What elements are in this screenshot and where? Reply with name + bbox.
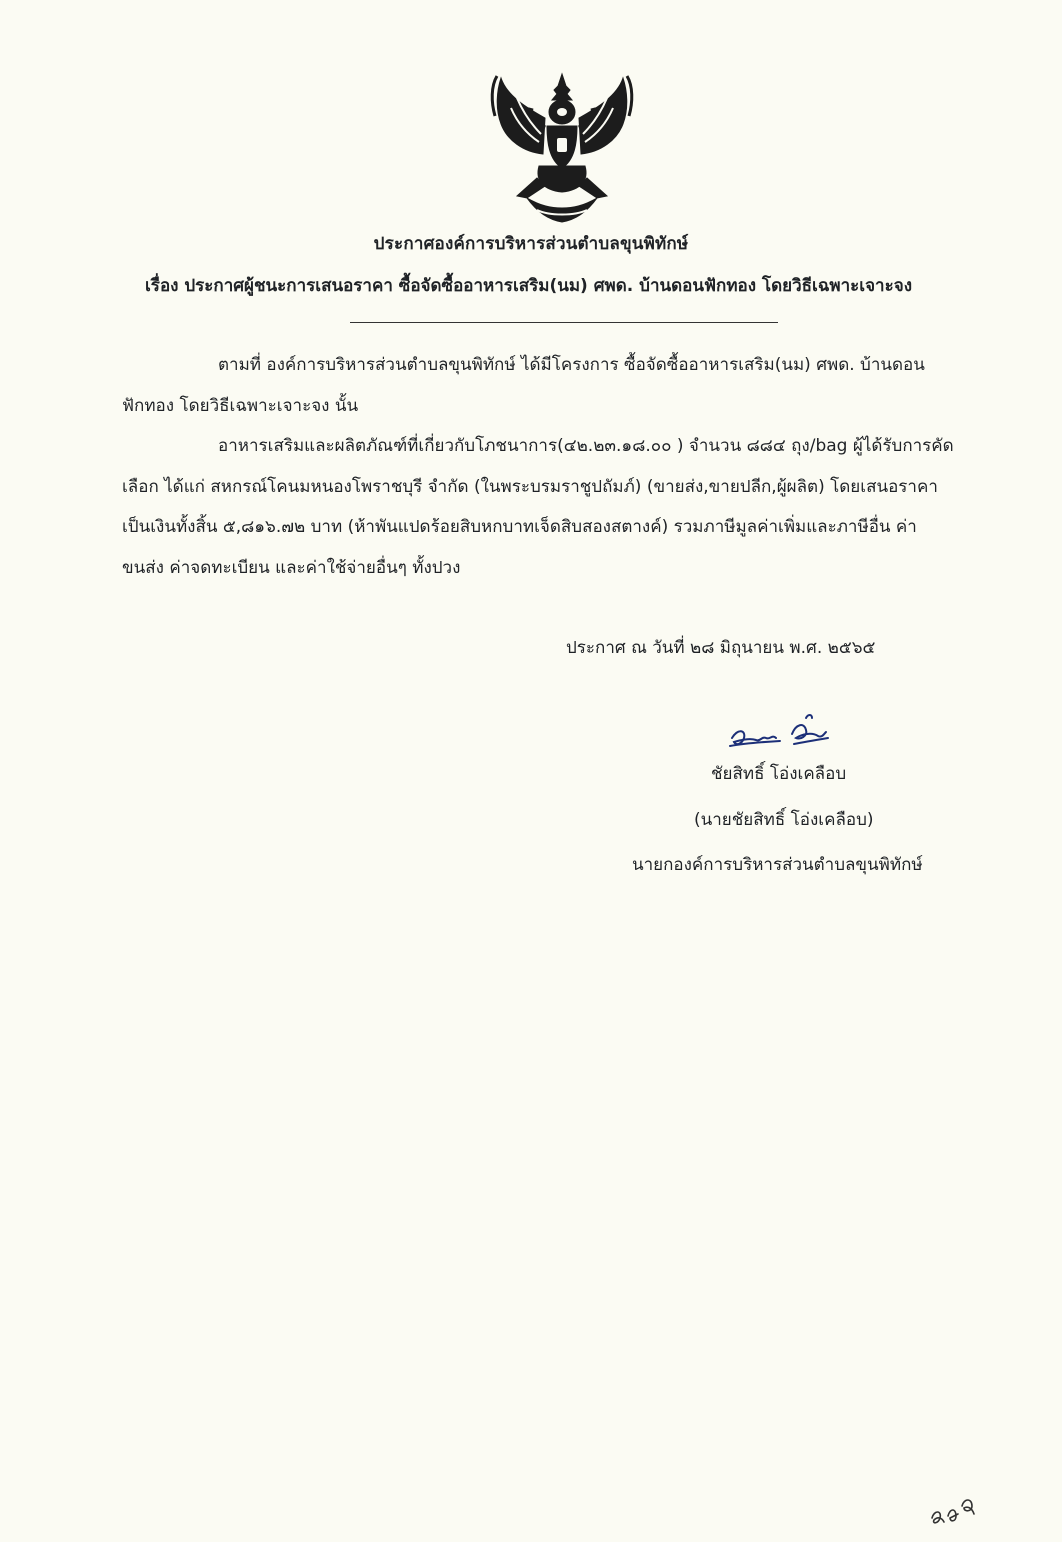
paragraph-1-line-2: ฟักทอง โดยวิธีเฉพาะเจาะจง นั้น [122, 395, 359, 416]
document-subject: เรื่อง ประกาศผู้ชนะการเสนอราคา ซื้อจัดซื้ออาหารเสริม(นม) ศพด. บ้านดอนฟักทอง โดยวิธีเฉพาะเจาะจง [145, 276, 912, 296]
paragraph-1-line-1: ตามที่ องค์การบริหารส่วนตำบลขุนพิทักษ์ ได้มีโครงการ ซื้อจัดซื้ออาหารเสริม(นม) ศพด. บ้านดอน [218, 355, 925, 375]
document-body [122, 345, 992, 588]
paragraph-1 [122, 345, 992, 426]
paragraph-2 [122, 426, 992, 588]
handwritten-signature [726, 710, 836, 754]
announcement-date: ประกาศ ณ วันที่ ๒๘ มิถุนายน พ.ศ. ๒๕๖๕ [566, 638, 876, 658]
title-divider [350, 322, 778, 323]
signer-position: นายกองค์การบริหารส่วนตำบลขุนพิทักษ์ [632, 855, 923, 875]
document-org-title: ประกาศองค์การบริหารส่วนตำบลขุนพิทักษ์ [373, 234, 689, 254]
signer-name: ชัยสิทธิ์ โอ่งเคลือบ [711, 764, 847, 784]
garuda-emblem-icon [487, 68, 637, 228]
paragraph-2-line-2: เลือก ได้แก่ สหกรณ์โคนมหนองโพราชบุรี จำกัด (ในพระบรมราชูปถัมภ์) (ขายส่ง,ขายปลีก,ผู้ผลิต) โดยเสนอราคา [122, 476, 938, 497]
paragraph-2-line-3: เป็นเงินทั้งสิ้น ๕,๘๑๖.๗๒ บาท (ห้าพันแปดร้อยสิบหกบาทเจ็ดสิบสองสตางค์) รวมภาษีมูลค่าเพิ่มและภาษีอื่น ค่า [122, 517, 917, 537]
signer-full-name: (นายชัยสิทธิ์ โอ่งเคลือบ) [694, 810, 874, 830]
paragraph-2-line-1: อาหารเสริมและผลิตภัณฑ์ที่เกี่ยวกับโภชนาการ(๔๒.๒๓.๑๘.๐๐ ) จำนวน ๘๘๔ ถุง/bag ผู้ได้รับการคัด [218, 436, 954, 456]
handwritten-page-number [928, 1488, 984, 1528]
paragraph-2-line-4: ขนส่ง ค่าจดทะเบียน และค่าใช้จ่ายอื่นๆ ทั้งปวง [122, 557, 461, 578]
